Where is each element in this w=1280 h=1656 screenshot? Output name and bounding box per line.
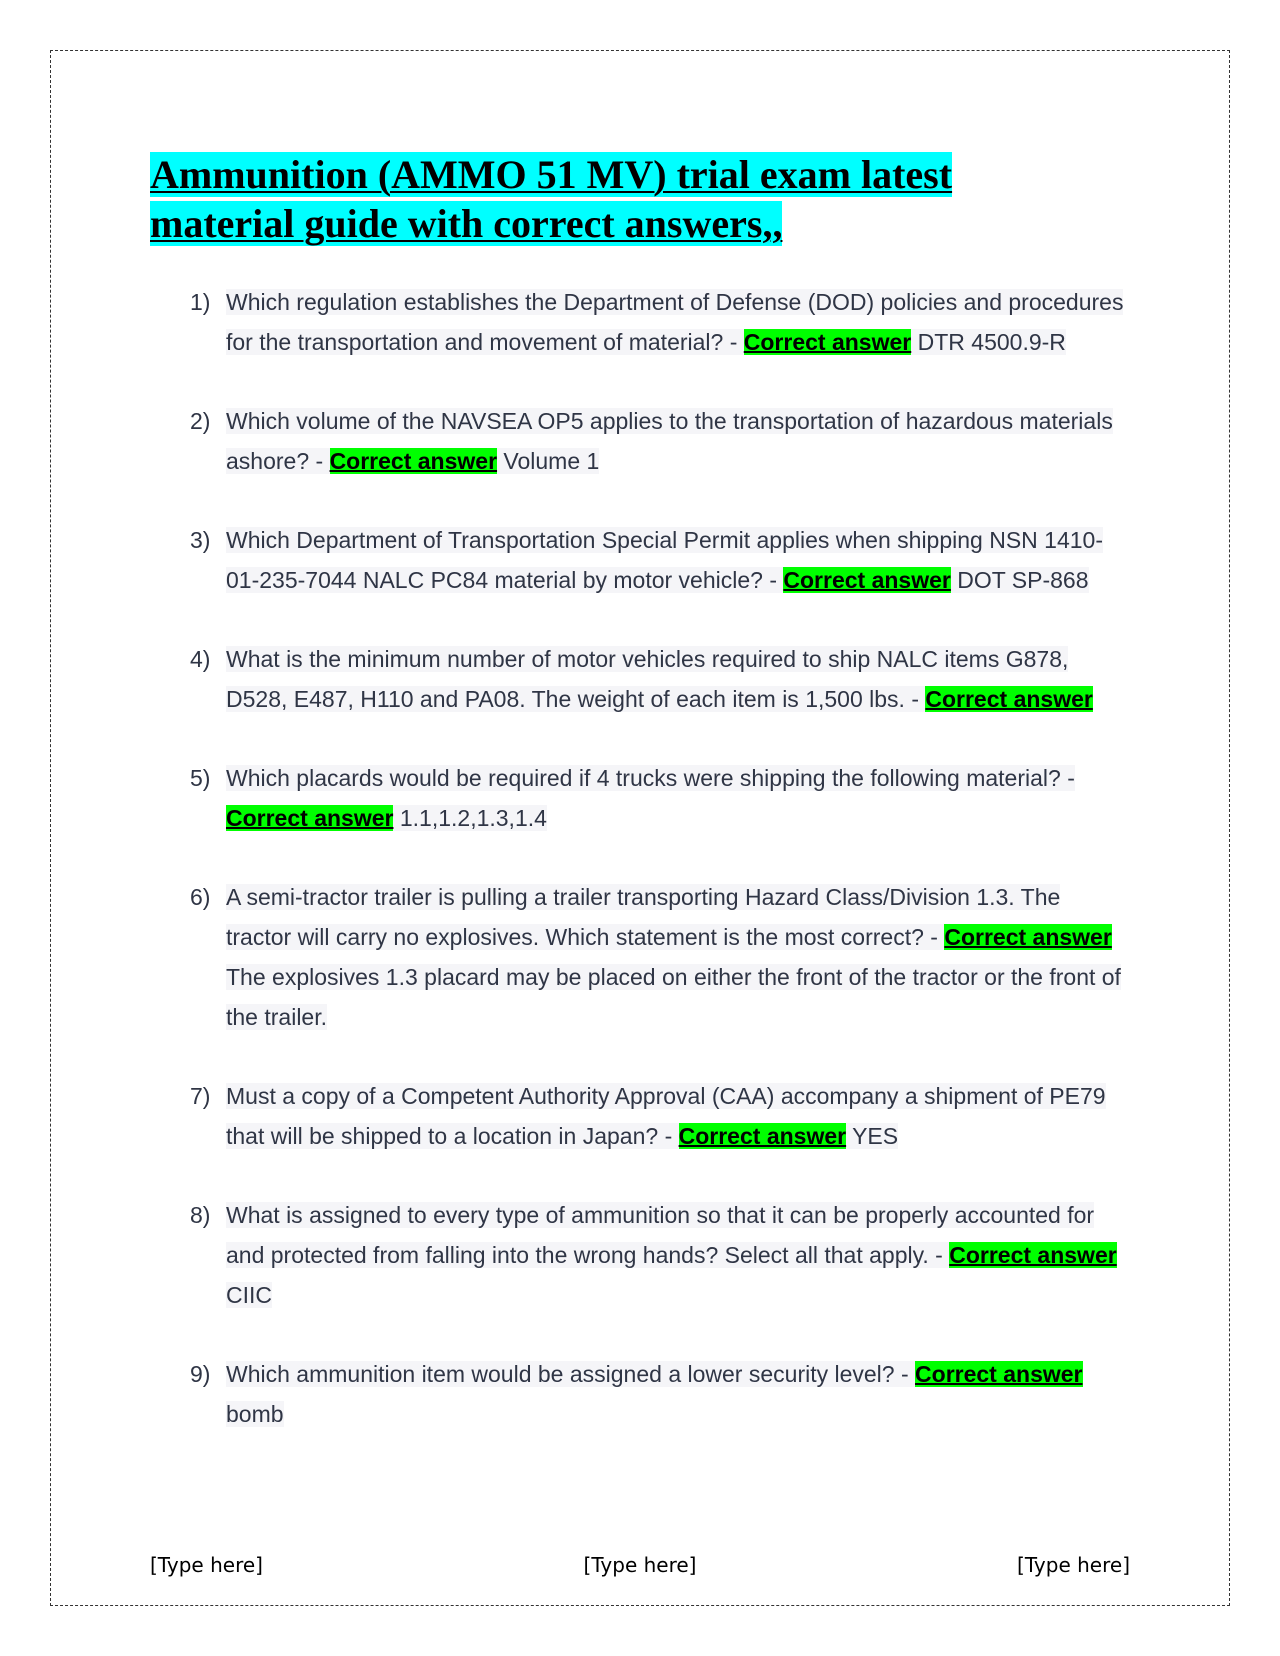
footer-right[interactable]: [Type here] bbox=[1017, 1553, 1130, 1577]
page-footer bbox=[150, 1553, 1130, 1577]
answer-text: DTR 4500.9-R bbox=[917, 329, 1066, 355]
correct-answer-label: Correct answer bbox=[925, 686, 1093, 712]
answer-text: YES bbox=[852, 1123, 899, 1149]
question-item bbox=[190, 1195, 1130, 1315]
title-line-1: Ammunition (AMMO 51 MV) trial exam latest bbox=[150, 152, 953, 197]
question-item bbox=[190, 639, 1130, 719]
question-item bbox=[190, 520, 1130, 600]
question-text: Which regulation establishes the Department of Defense (DOD) policies and procedures for the transportation and movement of material? - bbox=[226, 289, 1124, 355]
correct-answer-label: Correct answer bbox=[329, 448, 498, 474]
correct-answer-label: Correct answer bbox=[743, 329, 912, 355]
answer-text: Volume 1 bbox=[503, 448, 600, 474]
footer-center[interactable]: [Type here] bbox=[583, 1553, 697, 1577]
question-number: 2) bbox=[190, 408, 211, 434]
question-number: 9) bbox=[190, 1361, 211, 1387]
question-text: Which volume of the NAVSEA OP5 applies to the transportation of hazardous materials ashore? - bbox=[226, 408, 1113, 474]
question-text: What is assigned to every type of ammunition so that it can be properly accounted for and protected from falling into the wrong hands? Select all that apply. - bbox=[226, 1202, 1095, 1268]
answer-text: bomb bbox=[226, 1401, 284, 1427]
question-item bbox=[190, 401, 1130, 481]
question-text: Must a copy of a Competent Authority Approval (CAA) accompany a shipment of PE79 that will be shipped to a location in Japan? - bbox=[226, 1083, 1106, 1149]
question-text: Which Department of Transportation Special Permit applies when shipping NSN 1410-01-235-7044 NALC PC84 material by motor vehicle? - bbox=[226, 527, 1103, 593]
correct-answer-label: Correct answer bbox=[678, 1123, 847, 1149]
correct-answer-label: Correct answer bbox=[915, 1361, 1083, 1387]
question-number: 6) bbox=[190, 884, 211, 910]
question-text: What is the minimum number of motor vehicles required to ship NALC items G878, D528, E487, H110 and PA08. The weight of each item is 1,500 lbs. - bbox=[226, 646, 1069, 712]
question-item bbox=[190, 1354, 1130, 1434]
question-number: 7) bbox=[190, 1083, 211, 1109]
correct-answer-label: Correct answer bbox=[949, 1242, 1117, 1268]
question-number: 1) bbox=[190, 289, 211, 315]
footer-left[interactable]: [Type here] bbox=[150, 1553, 263, 1577]
document-title bbox=[150, 150, 1050, 248]
answer-text: 1.1,1.2,1.3,1.4 bbox=[399, 805, 547, 831]
question-number: 8) bbox=[190, 1202, 211, 1228]
answer-text: CIIC bbox=[226, 1282, 272, 1308]
question-item bbox=[190, 1076, 1130, 1156]
question-text: A semi-tractor trailer is pulling a trailer transporting Hazard Class/Division 1.3. The tractor will carry no explosives. Which statement is the most correct? - bbox=[226, 884, 1061, 950]
correct-answer-label: Correct answer bbox=[226, 805, 394, 831]
answer-text: DOT SP-868 bbox=[957, 567, 1089, 593]
correct-answer-label: Correct answer bbox=[783, 567, 951, 593]
answer-text: The explosives 1.3 placard may be placed on either the front of the tractor or the front of the trailer. bbox=[226, 964, 1121, 1030]
question-text: Which placards would be required if 4 trucks were shipping the following material? - bbox=[226, 765, 1075, 791]
correct-answer-label: Correct answer bbox=[944, 924, 1112, 950]
question-item bbox=[190, 758, 1130, 838]
title-line-2: material guide with correct answers,, bbox=[150, 201, 783, 246]
question-number: 5) bbox=[190, 765, 211, 791]
question-item bbox=[190, 877, 1130, 1037]
question-text: Which ammunition item would be assigned a lower security level? - bbox=[226, 1361, 909, 1387]
question-item bbox=[190, 282, 1130, 362]
question-number: 4) bbox=[190, 646, 211, 672]
question-number: 3) bbox=[190, 527, 211, 553]
question-list bbox=[190, 282, 1130, 1473]
